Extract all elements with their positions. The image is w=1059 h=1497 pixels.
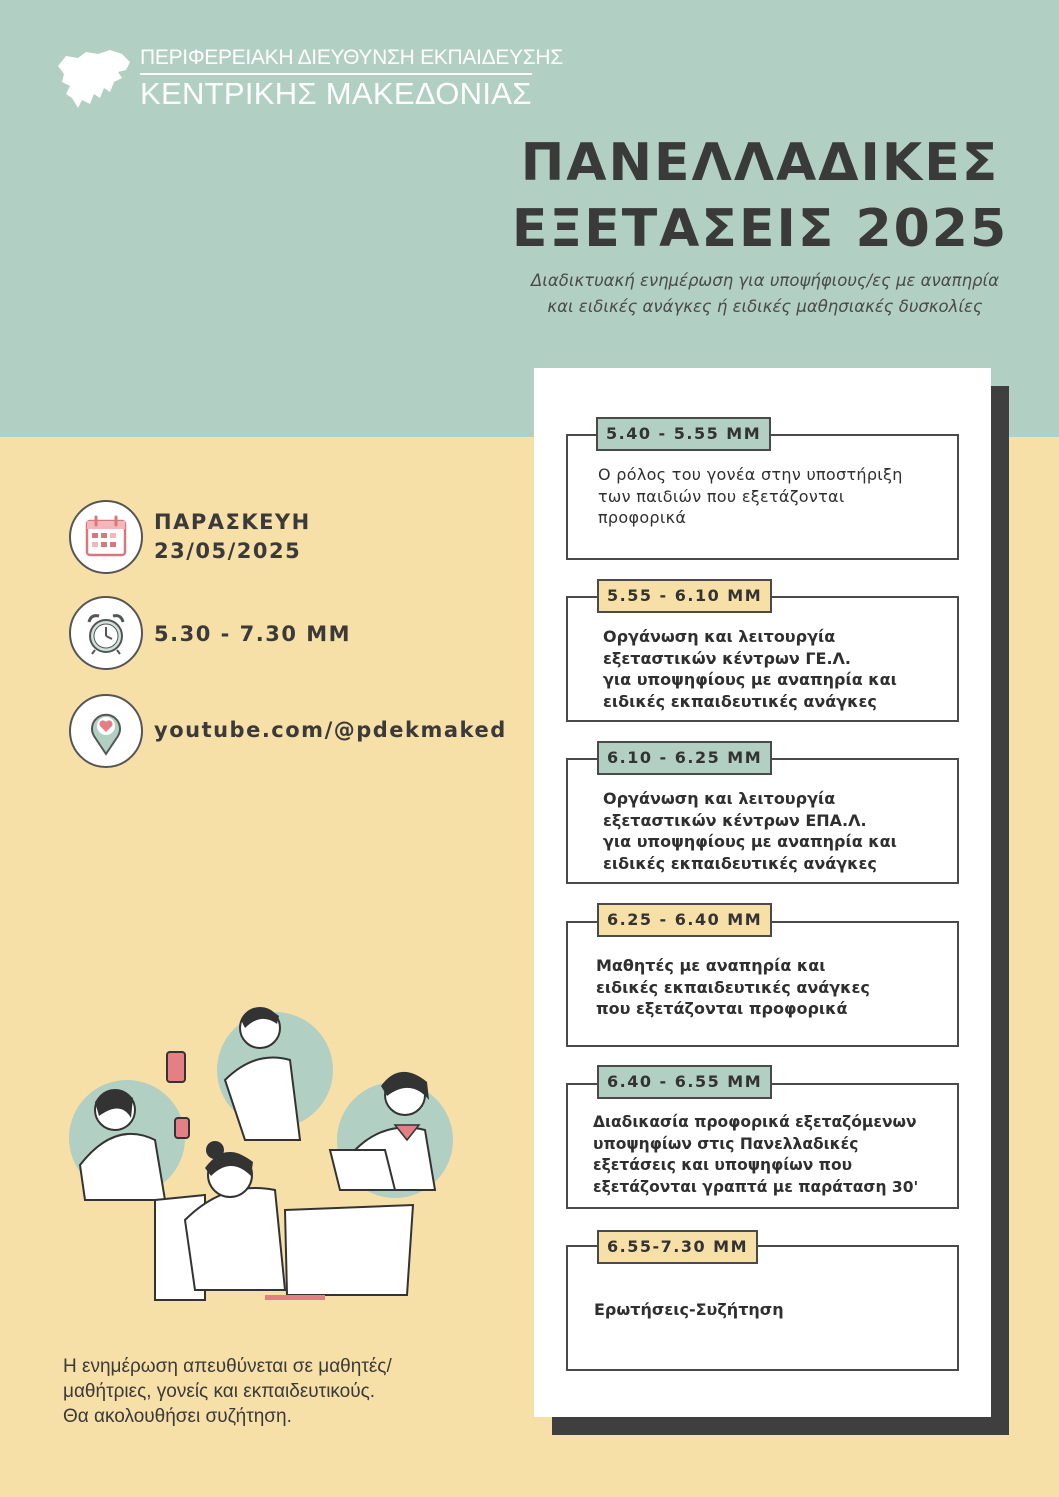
event-time: 5.30 - 7.30 ΜΜ	[154, 622, 352, 646]
audience-note-line3: Θα ακολουθήσει συζήτηση.	[63, 1406, 292, 1427]
audience-note-line2: μαθήτριες, γονείς και εκπαιδευτικούς.	[63, 1381, 376, 1402]
clock-icon-badge	[69, 596, 143, 670]
calendar-icon	[81, 512, 131, 562]
location-heart-icon	[81, 706, 131, 756]
schedule-item-time: 5.40 - 5.55 ΜΜ	[596, 417, 771, 451]
event-day: ΠΑΡΑΣΚΕΥΗ	[154, 510, 311, 534]
org-logo	[52, 42, 563, 114]
schedule-item-time: 6.10 - 6.25 ΜΜ	[597, 741, 772, 775]
schedule-item-time: 5.55 - 6.10 ΜΜ	[597, 579, 772, 613]
schedule-item-topic: Ερωτήσεις-Συζήτηση	[594, 1300, 784, 1319]
audience-note	[63, 1354, 392, 1429]
schedule-item-time: 6.55-7.30 ΜΜ	[597, 1230, 758, 1264]
event-date	[154, 508, 311, 566]
youtube-channel-link[interactable]: youtube.com/@pdekmaked	[154, 718, 507, 742]
people-illustration	[55, 990, 475, 1310]
title-line2: ΕΞΕΤΑΣΕΙΣ 2025	[511, 199, 1009, 259]
title-line1: ΠΑΝΕΛΛΑΔΙΚΕΣ	[520, 133, 1000, 193]
logo-divider	[140, 73, 532, 75]
subtitle-line1: Διαδικτυακή ενημέρωση για υποψήφιους/ες με αναπηρία	[531, 271, 999, 290]
schedule-item-topic: Μαθητές με αναπηρία και ειδικές εκπαιδευτικές ανάγκες που εξετάζονται προφορικά	[596, 956, 870, 1018]
org-name-line2: ΚΕΝΤΡΙΚΗΣ ΜΑΚΕΔΟΝΙΑΣ	[140, 76, 532, 111]
schedule-item-topic: Οργάνωση και λειτουργία εξεταστικών κέντρων ΕΠΑ.Λ. για υποψηφίους με αναπηρία και ειδικές εκπαιδευτικές ανάγκες	[603, 789, 897, 873]
event-date-value: 23/05/2025	[154, 539, 302, 563]
schedule-item-time: 6.25 - 6.40 ΜΜ	[597, 903, 772, 937]
location-icon-badge	[69, 694, 143, 768]
org-name-line1: ΠΕΡΙΦΕΡΕΙΑΚΗ ΔΙΕΥΘΥΝΣΗ ΕΚΠΑΙΔΕΥΣΗΣ	[140, 46, 563, 69]
schedule-item-time: 6.40 - 6.55 ΜΜ	[597, 1065, 772, 1099]
clock-icon	[81, 608, 131, 658]
page-subtitle	[470, 268, 1059, 320]
schedule-item-topic: Οργάνωση και λειτουργία εξεταστικών κέντρων ΓΕ.Λ. για υποψηφίους με αναπηρία και ειδικές εκπαιδευτικές ανάγκες	[603, 627, 897, 711]
page-title	[480, 130, 1040, 262]
schedule-item-topic: Ο ρόλος του γονέα στην υποστήριξη των παιδιών που εξετάζονται προφορικά	[598, 465, 903, 527]
audience-note-line1: Η ενημέρωση απευθύνεται σε μαθητές/	[63, 1356, 392, 1377]
schedule-item-topic: Διαδικασία προφορικά εξεταζόμενων υποψηφίων στις Πανελλαδικές εξετάσεις και υποψηφίων που εξετάζονται γραπτά με παράταση 30'	[593, 1113, 919, 1196]
calendar-icon-badge	[69, 500, 143, 574]
region-map-icon	[52, 48, 134, 110]
subtitle-line2: και ειδικές ανάγκες ή ειδικές μαθησιακές δυσκολίες	[547, 297, 983, 316]
